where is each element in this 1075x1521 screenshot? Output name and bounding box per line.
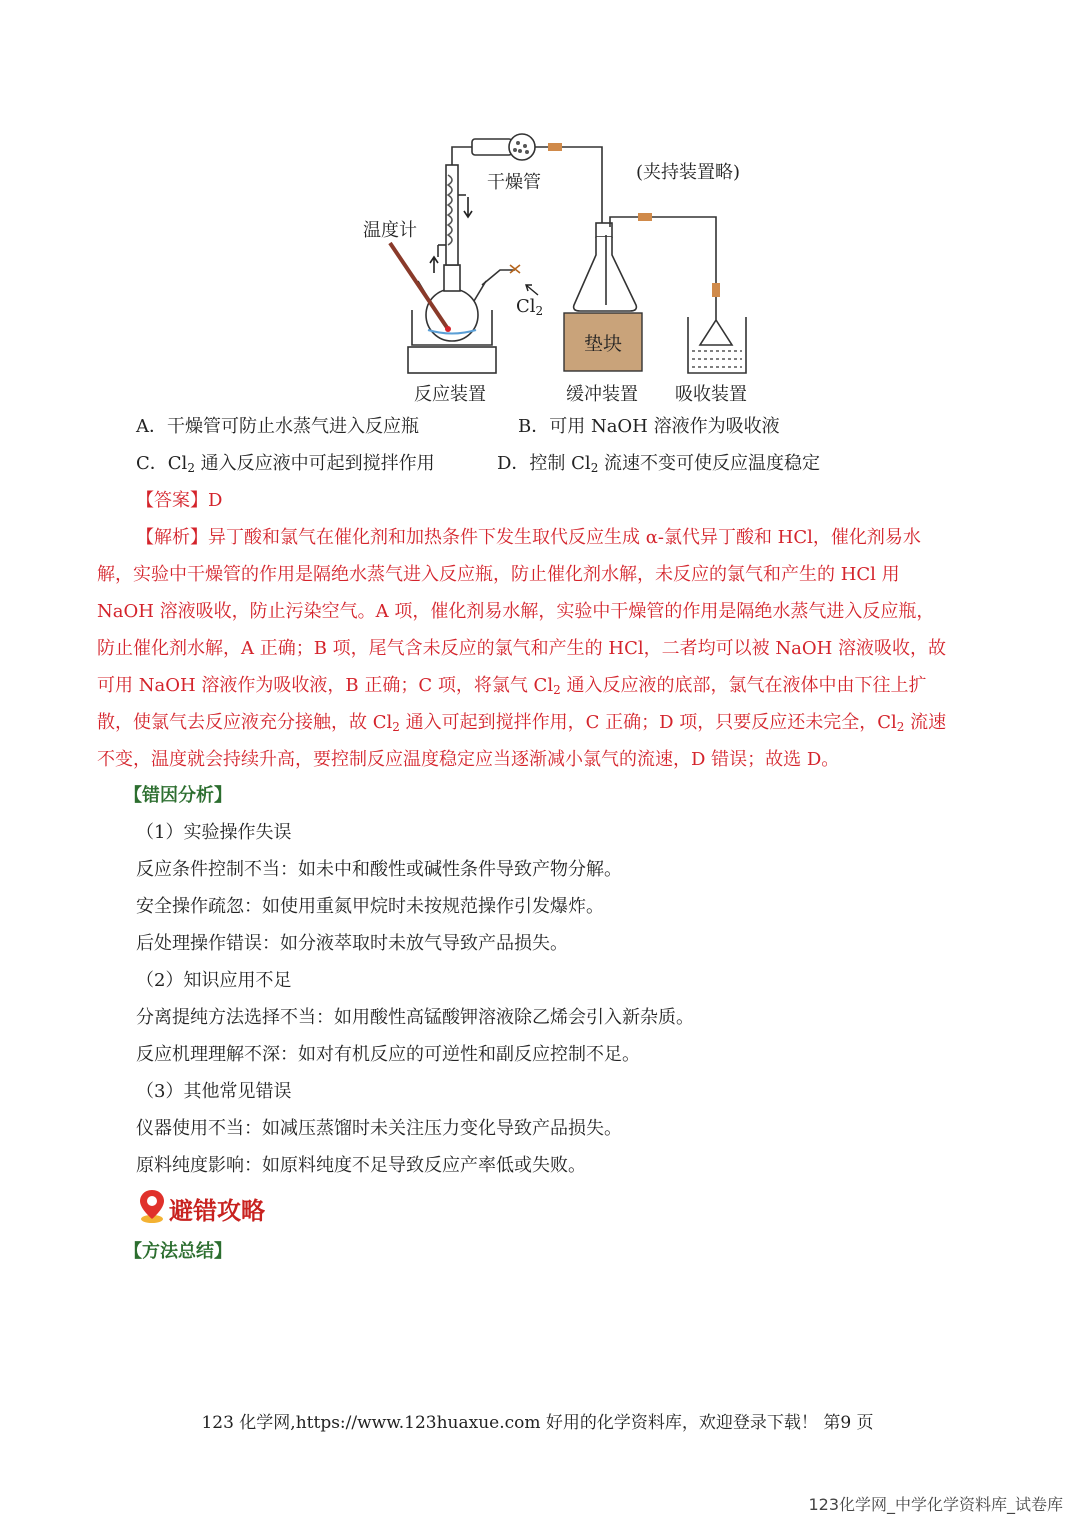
pad-label: 垫块 [583,334,623,355]
site-watermark: 123化学网_中学化学资料库_试卷库 [808,1495,1063,1514]
option-b: B．可用 NaOH 溶液作为吸收液 [518,416,780,437]
label-cl2: $Cl_2$ [516,296,544,318]
analysis-line-5: 可用 NaOH 溶液作为吸收液，B 正确；C 项，将氯气 $Cl_2$ 通入反应液的底部，氯气在液体中由下往上扩 [97,675,927,697]
error-section-3: （3）其他常见错误 [136,1081,292,1102]
error-item: 安全操作疏忽：如使用重氮甲烷时未按规范操作引发爆炸。 [136,896,604,917]
error-item: 原料纯度影响：如原料纯度不足导致反应产率低或失败。 [136,1155,586,1176]
analysis-line-1: 【解析】异丁酸和氯气在催化剂和加热条件下发生取代反应生成 α-氯代异丁酸和 HCl，催化剂易水 [136,527,921,548]
error-section-2: （2）知识应用不足 [136,970,292,991]
option-a: A．干燥管可防止水蒸气进入反应瓶 [136,416,419,437]
label-drying-tube: 干燥管 [487,172,541,193]
label-buffer-device: 缓冲装置 [566,384,638,405]
analysis-line-7: 不变，温度就会持续升高，要控制反应温度稳定应当逐渐减小氯气的流速，D 错误；故选 D。 [97,749,840,770]
error-analysis-title: 【错因分析】 [124,785,232,806]
label-reaction-device: 反应装置 [414,384,486,405]
analysis-line-3: NaOH 溶液吸收，防止污染空气。A 项，催化剂易水解，实验中干燥管的作用是隔绝水蒸气进入反应瓶， [97,601,935,622]
heating-stand [408,347,496,373]
tips-title: 避错攻略 [169,1196,265,1225]
error-item: 后处理操作错误：如分液萃取时未放气导致产品损失。 [136,933,568,954]
buffer-flask [574,237,637,311]
error-item: 仪器使用不当：如减压蒸馏时未关注压力变化导致产品损失。 [136,1118,622,1139]
page-footer: 123 化学网,https://www.123huaxue.com 好用的化学资料库，欢迎登录下载！ 第9 页 [201,1413,874,1433]
label-absorb-device: 吸收装置 [675,384,747,405]
label-thermometer: 温度计 [363,220,417,241]
answer: 【答案】D [136,490,223,511]
method-summary-title: 【方法总结】 [124,1241,232,1262]
label-clamp-note: (夹持装置略) [636,162,741,183]
error-item: 反应条件控制不当：如未中和酸性或碱性条件导致产物分解。 [136,859,622,880]
error-section-1: （1）实验操作失误 [136,822,292,843]
drying-tube-bulb [509,134,535,160]
analysis-line-2: 解，实验中干燥管的作用是隔绝水蒸气进入反应瓶，防止催化剂水解，未反应的氯气和产生的 HCl 用 [97,564,900,585]
analysis-line-4: 防止催化剂水解，A 正确；B 项，尾气含未反应的氯气和产生的 HCl，二者均可以被 NaOH 溶液吸收，故 [97,638,946,659]
analysis-line-6: 散，使氯气去反应液充分接触，故 $Cl_2$ 通入可起到搅拌作用，C 正确；D 项，只要反应还未完全，$Cl_2$ 流速 [97,712,947,734]
error-item: 分离提纯方法选择不当：如用酸性高锰酸钾溶液除乙烯会引入新杂质。 [136,1007,694,1028]
error-item: 反应机理理解不深：如对有机反应的可逆性和副反应控制不足。 [136,1044,640,1065]
thermometer [390,243,448,329]
option-d: D．控制 $Cl_2$ 流速不变可使反应温度稳定 [497,453,821,475]
option-c: C．$Cl_2$ 通入反应液中可起到搅拌作用 [136,453,435,475]
location-pin-icon [137,1188,167,1224]
